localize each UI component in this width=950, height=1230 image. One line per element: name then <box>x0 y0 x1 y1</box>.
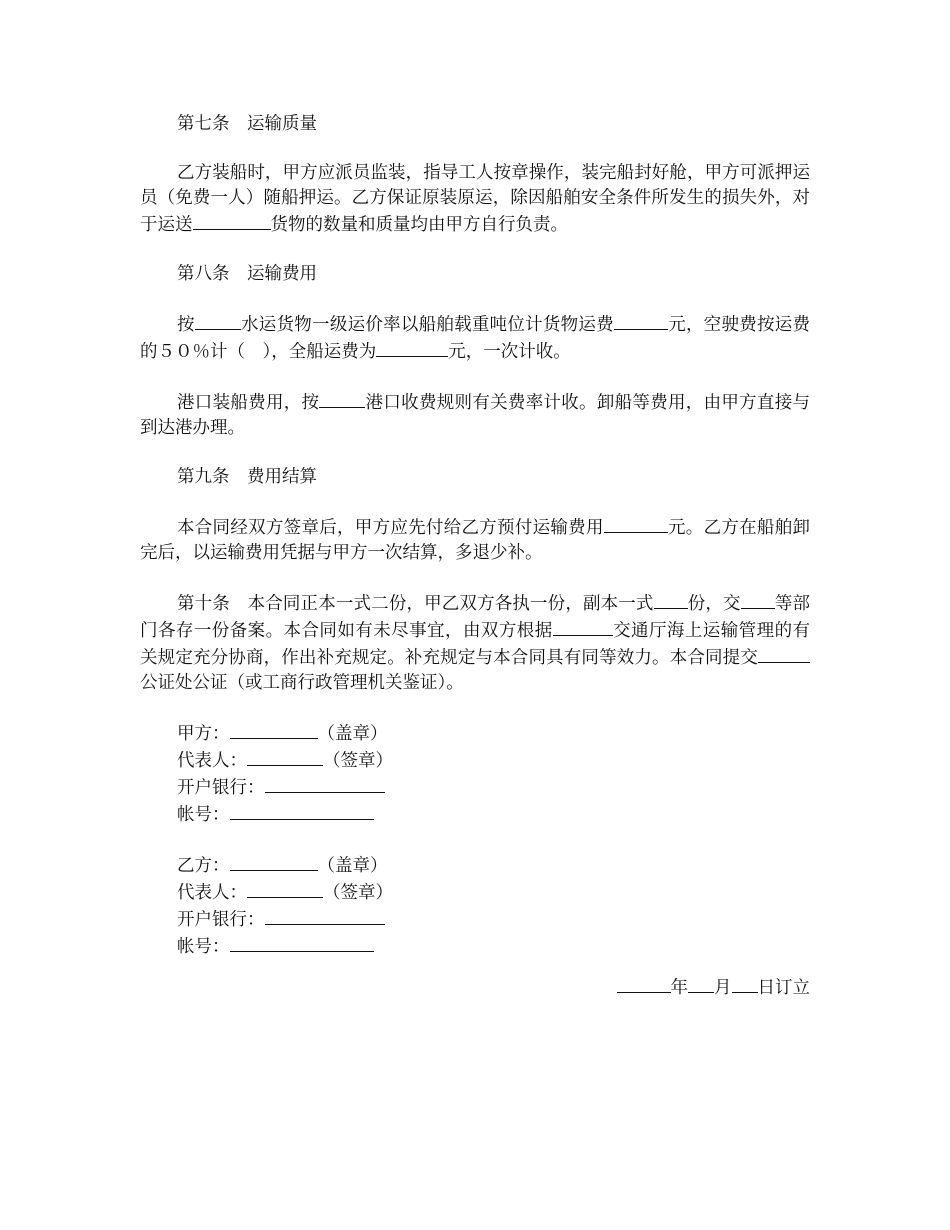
party-a-rep-label: 代表人： <box>177 751 247 771</box>
party-a-rep-blank <box>247 747 323 766</box>
party-b-name-blank <box>230 852 318 871</box>
party-a-account-blank <box>230 801 374 820</box>
year-blank <box>617 974 671 993</box>
day-label: 日订立 <box>757 978 810 998</box>
party-a-bank-blank <box>265 774 385 793</box>
year-label: 年 <box>670 978 688 998</box>
party-b-bank-label: 开户银行： <box>177 910 265 930</box>
party-b-sign-label: （签章） <box>323 883 393 903</box>
fill-blank-total-freight <box>376 338 448 357</box>
article-10-paragraph <box>140 590 810 696</box>
party-a-bank-label: 开户银行： <box>177 778 265 798</box>
text-segment: 货物的数量和质量均由甲方自行负责。 <box>270 215 568 235</box>
month-blank <box>688 974 714 993</box>
text-segment: 元。乙方在船舶卸完后，以运输费用凭据与甲方一次结算，多退少补。 <box>140 518 810 563</box>
party-b-label: 乙方： <box>177 856 230 876</box>
text-segment: 港口收费规则有关费率计收。卸船等费用，由甲方直接与到达港办理。 <box>140 393 811 438</box>
text-segment: 水运货物一级运价率以船舶载重吨位计货物运费 <box>240 315 614 335</box>
month-label: 月 <box>714 978 732 998</box>
day-blank <box>732 974 758 993</box>
fill-blank-prepayment <box>604 514 668 533</box>
fill-blank-copies <box>654 590 688 609</box>
text-segment: 乙方装船时，甲方应派员监装，指导工人按章操作，装完船封好舱，甲方可派押运员（免费一人）随船押运。乙方保证原装原运，除因船舶安全条件所发生的损失外，对于运送 <box>140 163 810 235</box>
text-segment: 按 <box>177 315 195 335</box>
party-a-seal-label: （盖章） <box>317 724 388 744</box>
text-segment: 份，交 <box>687 594 741 614</box>
party-a-name-blank <box>230 720 318 739</box>
text-segment: 第十条 本合同正本一式二份，甲乙双方各执一份，副本一式 <box>177 594 654 614</box>
party-a-label: 甲方： <box>177 724 230 744</box>
article-7-title: 第七条 运输质量 <box>177 114 317 134</box>
party-b-account-blank <box>230 933 374 952</box>
fill-blank-goods <box>193 211 271 230</box>
party-a-name-line <box>177 720 810 747</box>
party-a-bank-line <box>177 774 810 801</box>
article-9-title: 第九条 费用结算 <box>177 467 317 487</box>
text-segment: 等部门各存一份备案。本合同如有未尽事宜，由双方根据 <box>140 594 811 641</box>
party-b-bank-line <box>177 906 810 933</box>
text-segment: 港口装船费用，按 <box>177 393 320 413</box>
article-8-title: 第八条 运输费用 <box>177 264 317 284</box>
signing-date <box>617 974 811 1001</box>
party-a-signature-block <box>177 720 810 828</box>
fill-blank-port <box>319 389 365 408</box>
party-b-rep-blank <box>247 879 323 898</box>
fill-blank-department <box>741 590 775 609</box>
article-8-paragraph-2 <box>140 389 810 441</box>
party-b-account-line <box>177 933 810 960</box>
article-7-paragraph <box>140 161 810 238</box>
party-b-rep-label: 代表人： <box>177 883 247 903</box>
text-segment: 本合同经双方签章后，甲方应先付给乙方预付运输费用 <box>177 518 604 538</box>
party-b-name-line <box>177 852 810 879</box>
party-b-rep-line <box>177 879 810 906</box>
party-b-account-label: 帐号： <box>177 937 230 957</box>
party-a-sign-label: （签章） <box>323 751 393 771</box>
article-9-paragraph <box>140 514 810 566</box>
fill-blank-region <box>195 311 241 330</box>
fill-blank-province <box>553 617 613 636</box>
party-a-rep-line <box>177 747 810 774</box>
party-b-signature-block <box>177 852 810 960</box>
party-b-seal-label: （盖章） <box>317 856 388 876</box>
text-segment: 公证处公证（或工商行政管理机关鉴证）。 <box>140 673 464 693</box>
party-a-account-line <box>177 801 810 828</box>
contract-body <box>140 112 810 984</box>
fill-blank-notary <box>758 644 810 663</box>
party-b-bank-blank <box>265 906 385 925</box>
party-a-account-label: 帐号： <box>177 805 230 825</box>
text-segment: 元，一次计收。 <box>448 342 571 362</box>
text-segment: 交通厅海上运输管理的有关规定充分协商，作出补充规定。补充规定与本合同具有同等效力。本合同提交 <box>140 621 811 668</box>
text-segment: 元，空驶费按运费的５０％计（ ），全船运费为 <box>140 315 811 362</box>
fill-blank-freight <box>614 311 668 330</box>
article-8-paragraph-1 <box>140 311 810 365</box>
